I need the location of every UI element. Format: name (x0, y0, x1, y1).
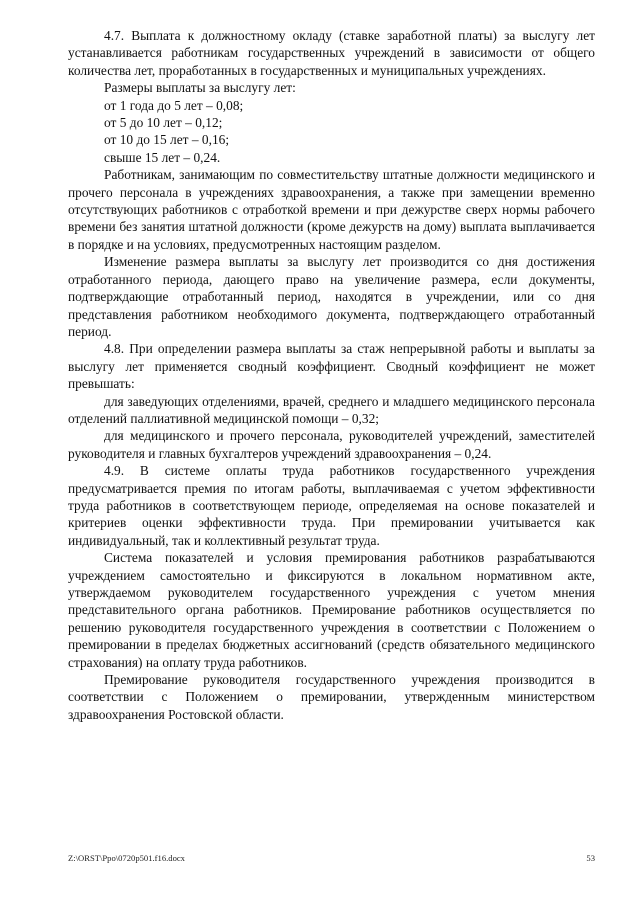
document-page (68, 27, 595, 723)
paragraph-bonus-system: Система показателей и условия премирования работников разрабатываются учреждением самостоятельно и фиксируются в локальном нормативном акте, утверждаемом руководителем государственного учреждения с учетом мнения представительного органа работников. Премирование работников осуществляется по решению руководителя государственного учреждения в соответствии с Положением о премировании в пределах бюджетных ассигнований (средств обязательного медицинского страхования) на оплату труда работников. (68, 550, 595, 670)
footer-file-path: Z:\ORST\Ppo\0720p501.f16.docx (68, 853, 185, 863)
list-item-over-15-years: свыше 15 лет – 0,24. (104, 149, 221, 165)
paragraph-sizes-intro: Размеры выплаты за выслугу лет: (104, 80, 296, 96)
paragraph-medical-staff: для медицинского и прочего персонала, руководителей учреждений, заместителей руководителя и главных бухгалтеров учреждений здравоохранения – 0,24. (68, 428, 595, 461)
footer-page-number: 53 (586, 853, 595, 863)
paragraph-4-9: 4.9. В системе оплаты труда работников государственного учреждения предусматривается премия по итогам работы, выплачиваемая с учетом эффективности труда работников в соответствующем периоде, определяемая на основе показателей и критериев оценки эффективности труда. При премировании учитывается как индивидуальный, так и коллективный результат труда. (68, 463, 595, 548)
paragraph-palliative-staff: для заведующих отделениями, врачей, среднего и младшего медицинского персонала отделений паллиативной медицинской помощи – 0,32; (68, 393, 595, 426)
list-item-1-5-years: от 1 года до 5 лет – 0,08; (104, 97, 244, 113)
paragraph-4-8: 4.8. При определении размера выплаты за стаж непрерывной работы и выплаты за выслугу лет применяется сводный коэффициент. Сводный коэффициент не может превышать: (68, 341, 595, 392)
paragraph-part-time-workers: Работникам, занимающим по совместительству штатные должности медицинского и прочего персонала в учреждениях здравоохранения, а также при замещении временно отсутствующих работников с отработкой времени и при дежурстве сверх нормы рабочего времени без занятия штатной должности (кроме дежурств на дому) выплата выплачивается в порядке и на условиях, предусмотренных настоящим разделом. (68, 167, 595, 252)
list-item-10-15-years: от 10 до 15 лет – 0,16; (104, 132, 230, 148)
paragraph-size-change: Изменение размера выплаты за выслугу лет производится со дня достижения отработанного периода, дающего право на увеличение размера, если документы, подтверждающие отработанный период, находятся в учреждении, или со дня представления работником необходимого документа, подтверждающего отработанный период. (68, 254, 595, 339)
paragraph-head-bonus: Премирование руководителя государственного учреждения производится в соответствии с Положением о премировании, утвержденным министерством здравоохранения Ростовской области. (68, 672, 595, 722)
paragraph-4-7: 4.7. Выплата к должностному окладу (ставке заработной платы) за выслугу лет устанавливается работникам государственных учреждений в зависимости от общего количества лет, проработанных в государственных и муниципальных учреждениях. (68, 28, 595, 78)
list-item-5-10-years: от 5 до 10 лет – 0,12; (104, 115, 223, 131)
